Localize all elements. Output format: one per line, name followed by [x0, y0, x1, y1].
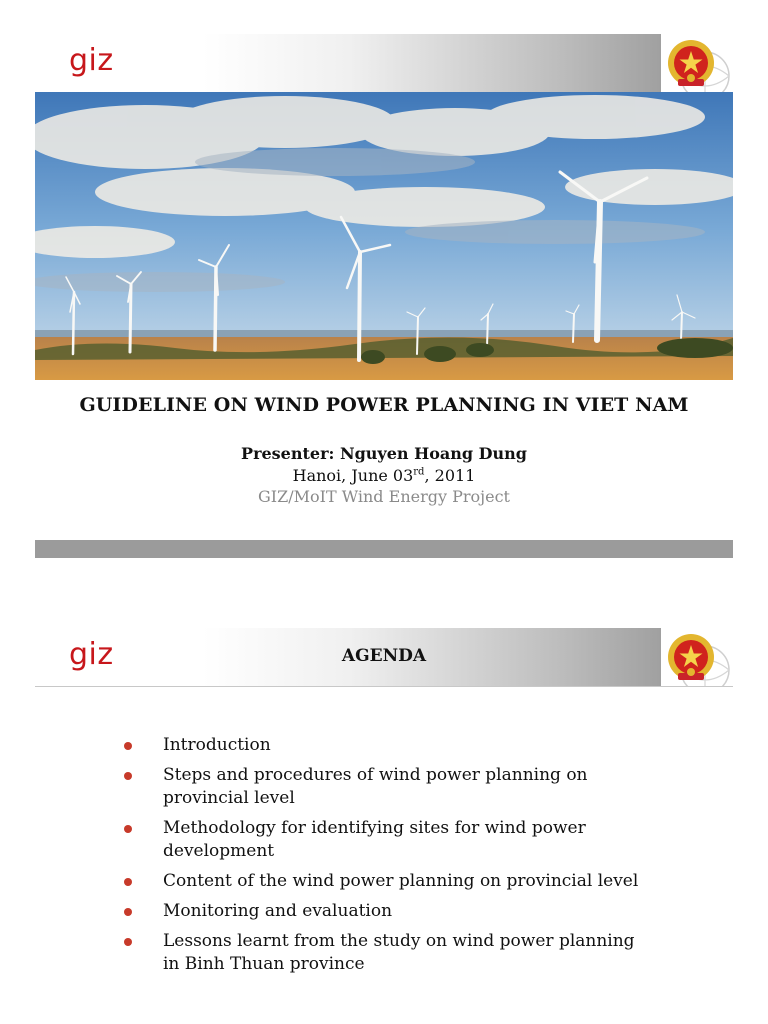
bullet-icon	[124, 825, 132, 833]
date-suffix: , 2011	[424, 466, 476, 485]
agenda-item	[118, 764, 678, 810]
agenda-item	[118, 930, 678, 976]
agenda-item-text: Steps and procedures of wind power planning on	[163, 765, 588, 785]
presentation-title: GUIDELINE ON WIND POWER PLANNING IN VIET NAM	[79, 394, 689, 416]
date-prefix: Hanoi, June 03	[292, 466, 414, 485]
agenda-title: AGENDA	[341, 646, 427, 666]
agenda-item-text: development	[163, 841, 275, 861]
agenda-item	[118, 870, 678, 893]
agenda-item	[118, 817, 678, 863]
bullet-icon	[124, 938, 132, 946]
bullet-icon	[124, 742, 132, 750]
vietnam-emblem-icon	[661, 34, 733, 92]
emblem-box	[661, 34, 733, 92]
presenter-line: Presenter: Nguyen Hoang Dung	[241, 444, 527, 463]
agenda-list	[118, 734, 678, 983]
giz-logo: giz	[69, 43, 114, 78]
bullet-icon	[124, 908, 132, 916]
agenda-slide	[0, 580, 768, 1024]
agenda-item-text: Methodology for identifying sites for wind power	[163, 818, 586, 838]
agenda-item-text: provincial level	[163, 788, 295, 808]
agenda-item-text: Content of the wind power planning on provincial level	[163, 871, 639, 891]
giz-logo: giz	[69, 637, 114, 672]
agenda-item-text: Introduction	[163, 735, 271, 755]
agenda-item-text: Monitoring and evaluation	[163, 901, 393, 921]
agenda-item-text: Lessons learnt from the study on wind power planning	[163, 931, 635, 951]
agenda-item	[118, 900, 678, 923]
project-name: GIZ/MoIT Wind Energy Project	[258, 487, 510, 506]
bullet-icon	[124, 772, 132, 780]
date-ordinal: rd	[413, 466, 425, 478]
bullet-icon	[124, 878, 132, 886]
footer-bar	[35, 540, 733, 558]
agenda-item	[118, 734, 678, 757]
wind-farm-photo	[35, 92, 733, 380]
date-line	[0, 466, 768, 485]
slide-header	[35, 34, 733, 92]
agenda-item-text: in Binh Thuan province	[163, 954, 365, 974]
